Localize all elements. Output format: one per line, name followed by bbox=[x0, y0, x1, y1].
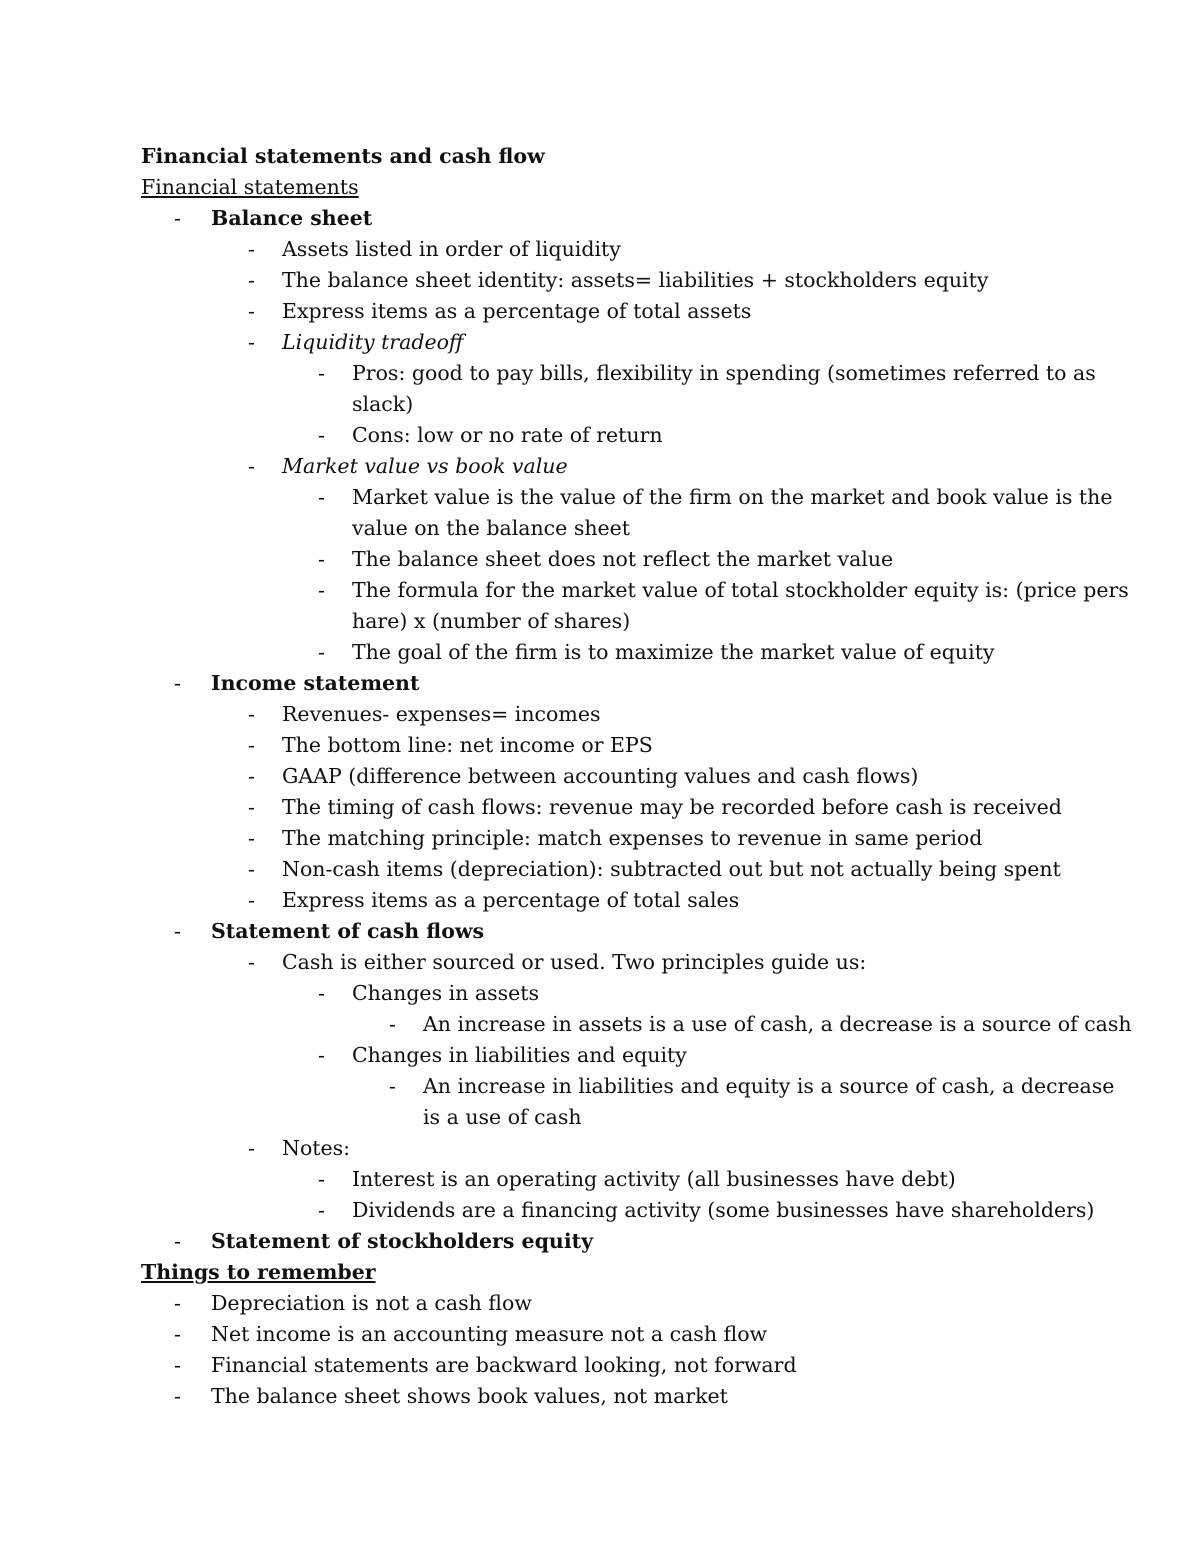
subheading-market-vs-book: Market value vs book value bbox=[282, 454, 568, 478]
bullet-dash: - bbox=[174, 919, 181, 943]
list-item: Cash is either sourced or used. Two principles guide us: bbox=[282, 950, 867, 974]
list-item: Depreciation is not a cash flow bbox=[211, 1291, 532, 1315]
bullet-dash: - bbox=[174, 1291, 181, 1315]
bullet-dash: - bbox=[318, 423, 325, 447]
section-heading-financial-statements: Financial statements bbox=[141, 175, 359, 199]
bullet-dash: - bbox=[248, 857, 255, 881]
list-item: The timing of cash flows: revenue may be recorded before cash is received bbox=[282, 795, 1062, 819]
bullet-dash: - bbox=[318, 1167, 325, 1191]
bullet-dash: - bbox=[389, 1074, 396, 1098]
bullet-dash: - bbox=[318, 1198, 325, 1222]
bullet-dash: - bbox=[318, 361, 325, 385]
heading-statement-of-cash-flows: Statement of cash flows bbox=[211, 919, 485, 943]
bullet-dash: - bbox=[248, 237, 255, 261]
list-item: The balance sheet identity: assets= liabilities + stockholders equity bbox=[282, 268, 989, 292]
list-item: The matching principle: match expenses to revenue in same period bbox=[282, 826, 983, 850]
list-item: The formula for the market value of total stockholder equity is: (price pers bbox=[352, 578, 1129, 602]
bullet-dash: - bbox=[174, 1322, 181, 1346]
list-item: Financial statements are backward looking, not forward bbox=[211, 1353, 797, 1377]
bullet-dash: - bbox=[248, 330, 255, 354]
bullet-dash: - bbox=[318, 640, 325, 664]
bullet-dash: - bbox=[248, 764, 255, 788]
list-item: Express items as a percentage of total sales bbox=[282, 888, 740, 912]
subheading-liquidity-tradeoff: Liquidity tradeoff bbox=[282, 330, 464, 354]
list-item: Notes: bbox=[282, 1136, 351, 1160]
list-item: GAAP (difference between accounting values and cash flows) bbox=[282, 764, 919, 788]
list-item: An increase in assets is a use of cash, a decrease is a source of cash bbox=[423, 1012, 1132, 1036]
bullet-dash: - bbox=[174, 206, 181, 230]
list-item: Interest is an operating activity (all businesses have debt) bbox=[352, 1167, 956, 1191]
list-item: Assets listed in order of liquidity bbox=[282, 237, 621, 261]
bullet-dash: - bbox=[174, 1384, 181, 1408]
list-item: An increase in liabilities and equity is a source of cash, a decrease bbox=[423, 1074, 1115, 1098]
list-item: The balance sheet does not reflect the market value bbox=[352, 547, 894, 571]
list-item: Pros: good to pay bills, flexibility in spending (sometimes referred to as bbox=[352, 361, 1096, 385]
bullet-dash: - bbox=[174, 1353, 181, 1377]
bullet-dash: - bbox=[318, 547, 325, 571]
list-item-continuation: value on the balance sheet bbox=[352, 516, 631, 540]
list-item: Non-cash items (depreciation): subtracted out but not actually being spent bbox=[282, 857, 1061, 881]
list-item: Cons: low or no rate of return bbox=[352, 423, 663, 447]
list-item: Changes in liabilities and equity bbox=[352, 1043, 687, 1067]
list-item: Changes in assets bbox=[352, 981, 540, 1005]
list-item: The bottom line: net income or EPS bbox=[282, 733, 653, 757]
bullet-dash: - bbox=[318, 485, 325, 509]
list-item: Dividends are a financing activity (some businesses have shareholders) bbox=[352, 1198, 1095, 1222]
bullet-dash: - bbox=[248, 826, 255, 850]
list-item: Market value is the value of the firm on the market and book value is the bbox=[352, 485, 1113, 509]
bullet-dash: - bbox=[248, 454, 255, 478]
heading-statement-of-stockholders-equity: Statement of stockholders equity bbox=[211, 1229, 593, 1253]
bullet-dash: - bbox=[248, 888, 255, 912]
bullet-dash: - bbox=[174, 1229, 181, 1253]
list-item-continuation: slack) bbox=[352, 392, 414, 416]
bullet-dash: - bbox=[248, 795, 255, 819]
heading-balance-sheet: Balance sheet bbox=[211, 206, 373, 230]
bullet-dash: - bbox=[318, 578, 325, 602]
bullet-dash: - bbox=[248, 733, 255, 757]
list-item-continuation: is a use of cash bbox=[423, 1105, 582, 1129]
bullet-dash: - bbox=[174, 671, 181, 695]
list-item-continuation: hare) x (number of shares) bbox=[352, 609, 631, 633]
bullet-dash: - bbox=[248, 702, 255, 726]
bullet-dash: - bbox=[248, 299, 255, 323]
bullet-dash: - bbox=[318, 981, 325, 1005]
bullet-dash: - bbox=[389, 1012, 396, 1036]
list-item: The goal of the firm is to maximize the market value of equity bbox=[352, 640, 995, 664]
bullet-dash: - bbox=[248, 950, 255, 974]
heading-things-to-remember: Things to remember bbox=[141, 1260, 376, 1284]
bullet-dash: - bbox=[248, 268, 255, 292]
list-item: The balance sheet shows book values, not market bbox=[211, 1384, 728, 1408]
bullet-dash: - bbox=[248, 1136, 255, 1160]
bullet-dash: - bbox=[318, 1043, 325, 1067]
list-item: Net income is an accounting measure not a cash flow bbox=[211, 1322, 768, 1346]
document-title: Financial statements and cash flow bbox=[141, 144, 545, 168]
heading-income-statement: Income statement bbox=[211, 671, 420, 695]
list-item: Revenues- expenses= incomes bbox=[282, 702, 601, 726]
list-item: Express items as a percentage of total assets bbox=[282, 299, 752, 323]
